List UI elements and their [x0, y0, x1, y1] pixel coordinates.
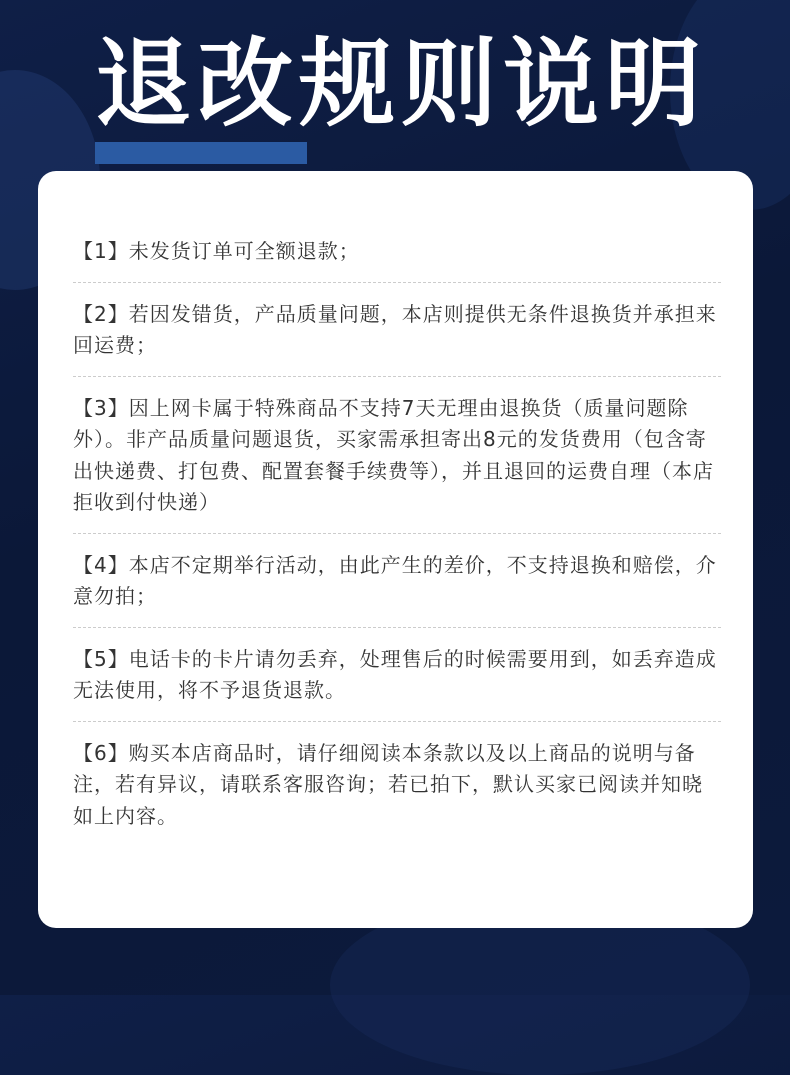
rule-item-6: 【6】购买本店商品时，请仔细阅读本条款以及以上商品的说明与备注，若有异议，请联系客服咨询；若已拍下，默认买家已阅读并知晓如上内容。	[73, 740, 703, 828]
rules-list	[73, 223, 721, 846]
rule-item-5: 【5】电话卡的卡片请勿丢弃，处理售后的时候需要用到，如丢弃造成无法使用，将不予退货退款。	[73, 628, 721, 722]
rule-item-3: 【3】因上网卡属于特殊商品不支持7天无理由退换货（质量问题除外）。非产品质量问题退货，买家需承担寄出8元的发货费用（包含寄出快递费、打包费、配置套餐手续费等），并且退回的运费自理（本店拒收到付快递）	[73, 377, 721, 534]
rule-item-2: 【2】若因发错货，产品质量问题，本店则提供无条件退换货并承担来回运费；	[73, 283, 721, 377]
rule-item-1: 【1】未发货订单可全额退款；	[73, 223, 721, 283]
title-banner	[95, 20, 705, 150]
rules-card	[38, 171, 753, 928]
rule-item-4: 【4】本店不定期举行活动，由此产生的差价，不支持退换和赔偿，介意勿拍；	[73, 534, 721, 628]
page-title: 退改规则说明	[95, 28, 707, 140]
